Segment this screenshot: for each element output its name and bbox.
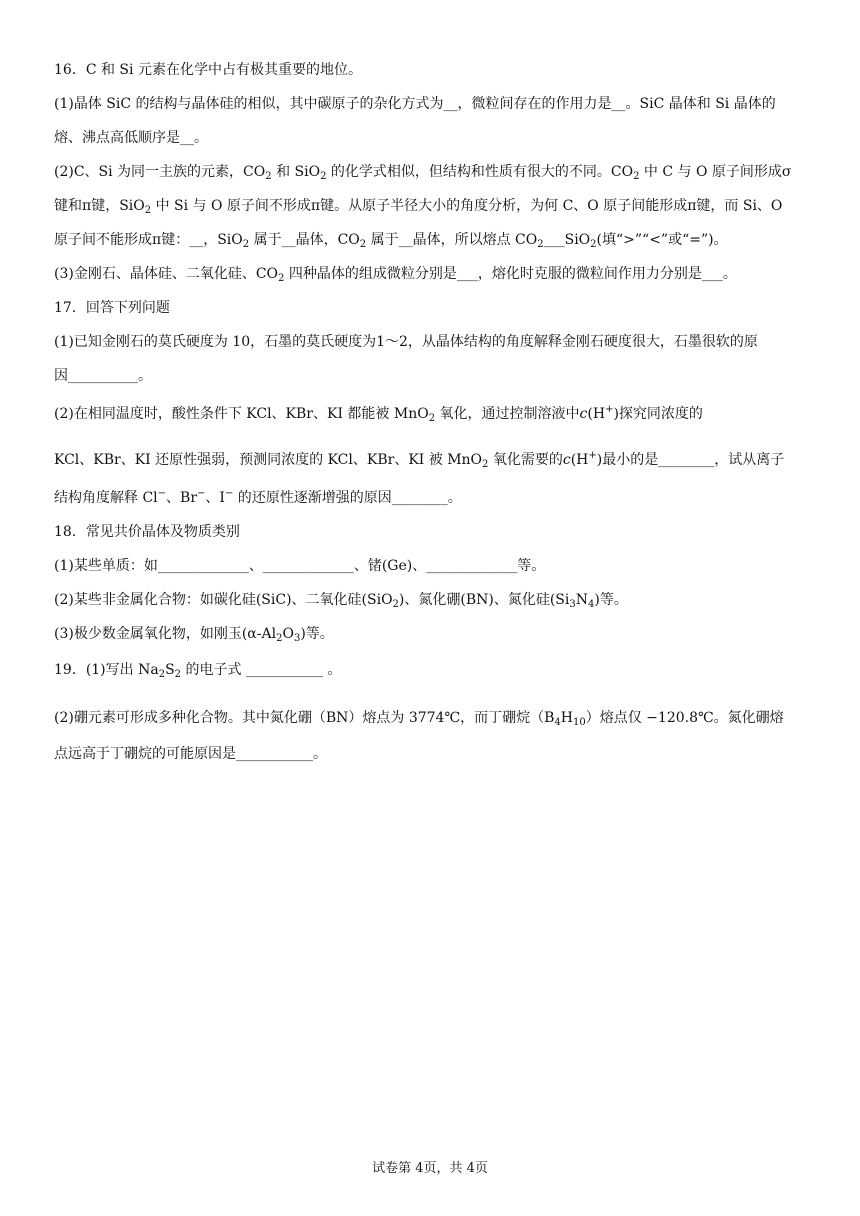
q17-part1-line1: (1)已知金刚石的莫氏硬度为 10，石墨的莫氏硬度为1～2，从晶体结构的角度解释金刚石硬度很大，石墨很软的原 <box>54 334 758 350</box>
page-footer: 试卷第 4页，共 4页 <box>372 1161 488 1176</box>
q17-part2-line3: 结构角度解释 Cl−、Br−、I− 的还原性逐渐增强的原因________。 <box>54 488 462 506</box>
q18-part3: (3)极少数金属氧化物，如刚玉$(\alpha-Al_2O_3)$等。 <box>54 626 334 644</box>
q16-part2-line2: 键和π键，SiO$_2$ 中 Si 与 O 原子间不形成π键。从原子半径大小的角度分析，为何 C、O 原子间能形成π键，而 Si、O <box>54 198 783 216</box>
q17-title: 17．回答下列问题 <box>54 300 170 316</box>
q19-part1: 19．(1)写出 $Na_2S_2$ 的电子式 ___________ 。 <box>54 662 342 680</box>
q16-part3: (3)金刚石、晶体硅、二氧化硅、$CO_2$ 四种晶体的组成微粒分别是___，熔化时克服的微粒间作用力分别是___。 <box>54 266 737 284</box>
q17-part2-line1: (2)在相同温度时，酸性条件下 KCl、KBr、KI 都能被 MnO$_2$ 氧化，通过控制溶液中c(H+)探究同浓度的 <box>54 404 703 424</box>
q19-part2-line2: 点远高于丁硼烷的可能原因是___________。 <box>54 746 327 762</box>
q18-title: 18．常见共价晶体及物质类别 <box>54 524 240 540</box>
q17-part1-line2: 因__________。 <box>54 368 152 384</box>
q19-part2-line1: (2)硼元素可形成多种化合物。其中氮化硼（BN）熔点为 3774℃，而丁硼烷$(B_4H_{10})$熔点仅 −120.8℃。氮化硼熔 <box>54 710 784 728</box>
q16-part1-line1: (1)晶体 SiC 的结构与晶体硅的相似，其中碳原子的杂化方式为__，微粒间存在的作用力是__。SiC 晶体和 Si 晶体的 <box>54 96 776 112</box>
q16-part2-line1: (2)C、Si 为同一主族的元素，$CO_2$ 和 SiO$_2$ 的化学式相似，但结构和性质有很大的不同。$CO_2$ 中 C 与 O 原子间形成σ <box>54 164 792 182</box>
q18-part2: (2)某些非金属化合物：如碳化硅(SiC)、二氧化硅(SiO$_2$)、氮化硼(BN)、氮化硅$(Si_3N_4)$等。 <box>54 592 628 610</box>
q16-part1-line2: 熔、沸点高低顺序是__。 <box>54 130 208 146</box>
q18-part1: (1)某些单质：如_____________、_____________、锗(Ge)、_____________等。 <box>54 558 546 574</box>
q16-part2-line3: 原子间不能形成π键：__，SiO$_2$ 属于__晶体，$CO_2$ 属于__晶体，所以熔点 $CO_2\_\_\_SiO_2$(填“>”“<”或“=”)。 <box>54 232 728 250</box>
q17-part2-line2: KCl、KBr、KI 还原性强弱，预测同浓度的 KCl、KBr、KI 被 MnO$_2$ 氧化需要的c(H+)最小的是________，试从离子 <box>54 450 785 470</box>
q16-title: 16．C 和 Si 元素在化学中占有极其重要的地位。 <box>54 62 362 78</box>
